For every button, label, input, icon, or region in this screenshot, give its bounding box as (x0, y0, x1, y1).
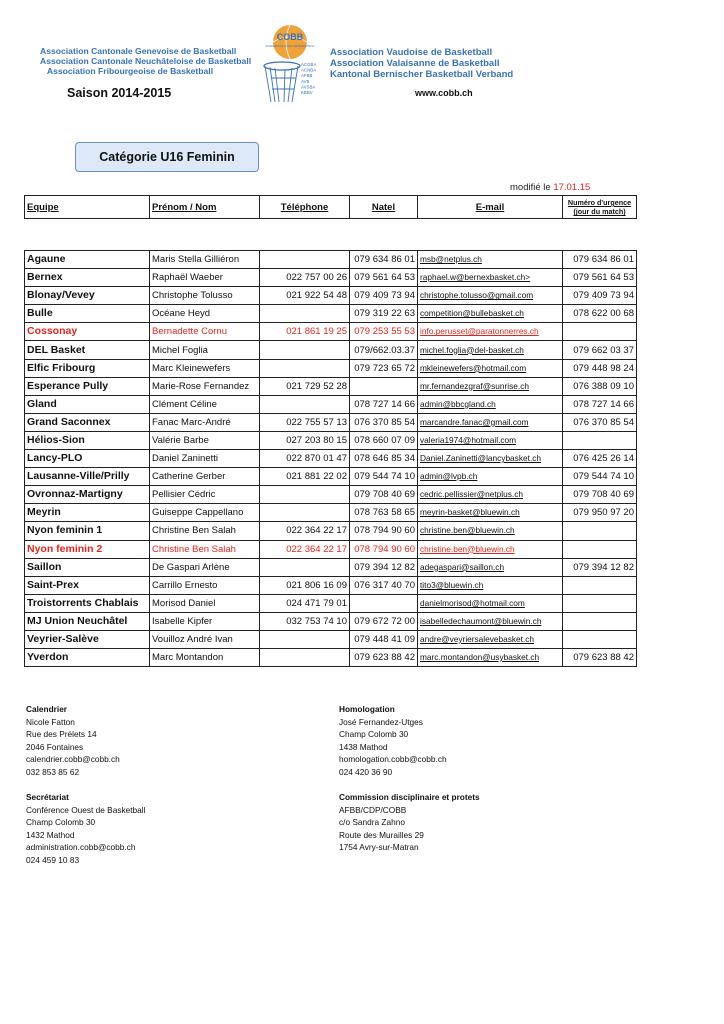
season-title: Saison 2014-2015 (67, 86, 172, 100)
team-cell: Agaune (25, 251, 150, 269)
team-cell: Esperance Pully (25, 377, 150, 395)
footer-secretariat (26, 791, 145, 867)
modified-label: modifié le (510, 182, 551, 193)
urgent-cell (563, 612, 637, 630)
urgent-cell: 079 409 73 94 (563, 287, 637, 305)
name-cell: Michel Foglia (150, 341, 260, 359)
logo-member: ACGBA (301, 62, 317, 67)
table-row (25, 413, 637, 431)
urgent-cell: 079 394 12 82 (563, 558, 637, 576)
phone-cell: 022 364 22 17 (260, 540, 350, 558)
table-row (25, 504, 637, 522)
table-row (25, 377, 637, 395)
email-cell[interactable]: meyrin-basket@bluewin.ch (418, 504, 563, 522)
urgent-cell: 076 388 09 10 (563, 377, 637, 395)
logo-text: COBB (276, 32, 304, 42)
phone-cell (260, 251, 350, 269)
urgent-cell: 079 448 98 24 (563, 359, 637, 377)
mobile-cell: 079 634 86 01 (350, 251, 418, 269)
table-row (25, 649, 637, 667)
email-cell[interactable]: mkleinewefers@hotmail.com (418, 359, 563, 377)
email-cell[interactable]: adegaspari@saillon.ch (418, 558, 563, 576)
phone-cell (260, 359, 350, 377)
team-cell: Hélios-Sion (25, 431, 150, 449)
calendrier-line: Nicole Fatton (26, 716, 75, 727)
mobile-cell: 079 394 12 82 (350, 558, 418, 576)
email-cell[interactable]: christine.ben@bluewin.ch (418, 522, 563, 540)
team-cell: Lausanne-Ville/Prilly (25, 468, 150, 486)
name-cell: Carrillo Ernesto (150, 576, 260, 594)
modified-date: 17.01.15 (553, 182, 591, 193)
commission-line: AFBB/CDP/COBB (339, 804, 407, 815)
phone-cell (260, 395, 350, 413)
urgent-cell (563, 323, 637, 341)
name-cell: Christine Ben Salah (150, 540, 260, 558)
mobile-cell: 078 794 90 60 (350, 522, 418, 540)
homologation-title: Homologation (339, 704, 395, 714)
assoc-vaud: Association Vaudoise de Basketball (330, 47, 493, 58)
name-cell: Guiseppe Cappellano (150, 504, 260, 522)
urgent-cell: 079 544 74 10 (563, 468, 637, 486)
email-cell[interactable]: admin@bbcgland.ch (418, 395, 563, 413)
urgent-cell: 078 727 14 66 (563, 395, 637, 413)
team-cell: Yverdon (25, 649, 150, 667)
calendrier-email[interactable]: calendrier.cobb@cobb.ch (26, 754, 120, 765)
email-cell[interactable]: marc.montandon@usybasket.ch (418, 649, 563, 667)
urgent-cell (563, 576, 637, 594)
name-cell: Valérie Barbe (150, 431, 260, 449)
homologation-line: 1438 Mathod (339, 741, 388, 752)
urgent-cell (563, 630, 637, 648)
name-cell: Maris Stella Gilliéron (150, 251, 260, 269)
urgent-cell: 079 950 97 20 (563, 504, 637, 522)
phone-cell (260, 558, 350, 576)
phone-cell (260, 630, 350, 648)
urgent-cell (563, 540, 637, 558)
logo-ball (273, 25, 307, 59)
phone-cell (260, 486, 350, 504)
logo-member: AVB (301, 78, 310, 84)
phone-cell (260, 649, 350, 667)
mobile-cell: 079/662.03.37 (350, 341, 418, 359)
logo-subtext: CONFÉRENCE OUEST DE BASKETBALL (265, 45, 315, 48)
teams-table (24, 250, 637, 667)
table-row (25, 540, 637, 558)
urgent-cell (563, 431, 637, 449)
column-header-row (25, 196, 637, 219)
mobile-cell: 078 727 14 66 (350, 395, 418, 413)
table-row (25, 431, 637, 449)
mobile-cell: 079 409 73 94 (350, 287, 418, 305)
urgent-cell (563, 594, 637, 612)
phone-cell: 024 471 79 01 (260, 594, 350, 612)
phone-cell (260, 341, 350, 359)
email-cell[interactable]: michel.foglia@del-basket.ch (418, 341, 563, 359)
phone-cell (260, 305, 350, 323)
mobile-cell (350, 377, 418, 395)
urgent-cell: 079 662 03 37 (563, 341, 637, 359)
table-row (25, 269, 637, 287)
assoc-neuchatel: Association Cantonale Neuchâteloise de Basketball (40, 56, 252, 66)
phone-cell: 032 753 74 10 (260, 612, 350, 630)
table-row (25, 287, 637, 305)
logo-hoop (264, 62, 300, 70)
table-row (25, 323, 637, 341)
name-cell: Raphaël Waeber (150, 269, 260, 287)
email-cell[interactable]: christine.ben@bluewin.ch (418, 540, 563, 558)
email-cell[interactable]: tito3@bluewin.ch (418, 576, 563, 594)
team-cell: DEL Basket (25, 341, 150, 359)
commission-line: Route des Murailles 29 (339, 829, 424, 840)
secretariat-line: 1432 Mathod (26, 829, 75, 840)
mobile-cell: 078 646 85 34 (350, 450, 418, 468)
footer-commission (339, 791, 480, 854)
email-cell[interactable]: raphael.w@bernexbasket.ch> (418, 269, 563, 287)
urgent-cell: 079 623 88 42 (563, 649, 637, 667)
secretariat-line: 024 459 10 83 (26, 854, 80, 865)
col-name: Prénom / Nom (150, 196, 260, 219)
commission-line: c/o Sandra Zahno (339, 817, 405, 828)
team-cell: Troistorrents Chablais (25, 594, 150, 612)
phone-cell: 022 755 57 13 (260, 413, 350, 431)
table-row (25, 341, 637, 359)
commission-line: 1754 Avry-sur-Matran (339, 842, 419, 853)
email-cell[interactable]: valeria1974@hotmail.com (418, 431, 563, 449)
assoc-geneva: Association Cantonale Genevoise de Basketball (40, 46, 237, 56)
team-cell: Meyrin (25, 504, 150, 522)
table-row (25, 305, 637, 323)
table-row (25, 594, 637, 612)
name-cell: Catherine Gerber (150, 468, 260, 486)
logo-member: AVSBA (301, 84, 316, 90)
homologation-email[interactable]: homologation.cobb@cobb.ch (339, 754, 447, 765)
calendrier-line: 2046 Fontaines (26, 741, 84, 752)
name-cell: Morisod Daniel (150, 594, 260, 612)
email-cell[interactable]: andre@veyriersalevebasket.ch (418, 630, 563, 648)
phone-cell: 022 870 01 47 (260, 450, 350, 468)
mobile-cell: 076 317 40 70 (350, 576, 418, 594)
col-email: E-mail (418, 196, 563, 219)
assoc-bern: Kantonal Bernischer Basketball Verband (330, 69, 514, 80)
urgent-cell: 079 561 64 53 (563, 269, 637, 287)
team-cell: Saint-Prex (25, 576, 150, 594)
col-urgent: Numéro d'urgence (jour du match) (563, 196, 637, 219)
logo-net (265, 66, 298, 102)
table-row (25, 486, 637, 504)
mobile-cell: 079 319 22 63 (350, 305, 418, 323)
website-link[interactable]: www.cobb.ch (415, 88, 473, 98)
logo-member-list (301, 62, 316, 95)
name-cell: De Gaspari Arlène (150, 558, 260, 576)
name-cell: Clément Céline (150, 395, 260, 413)
email-cell[interactable]: info.perusset@paratonnerres.ch (418, 323, 563, 341)
mobile-cell: 078 660 07 09 (350, 431, 418, 449)
mobile-cell: 079 253 55 53 (350, 323, 418, 341)
urgent-cell: 078 622 00 68 (563, 305, 637, 323)
commission-title: Commission disciplinaire et protets (339, 792, 480, 802)
column-header-table (24, 195, 637, 219)
team-cell: Nyon feminin 1 (25, 522, 150, 540)
name-cell: Isabelle Kipfer (150, 612, 260, 630)
team-cell: Nyon feminin 2 (25, 540, 150, 558)
phone-cell: 021 861 19 25 (260, 323, 350, 341)
email-cell[interactable]: Daniel.Zaninetti@lancybasket.ch (418, 450, 563, 468)
mobile-cell: 079 672 72 00 (350, 612, 418, 630)
team-cell: Grand Saconnex (25, 413, 150, 431)
team-cell: Bulle (25, 305, 150, 323)
mobile-cell: 079 723 65 72 (350, 359, 418, 377)
secretariat-line: Champ Colomb 30 (26, 817, 96, 828)
assoc-fribourg: Association Fribourgeoise de Basketball (46, 66, 214, 76)
mobile-cell (350, 594, 418, 612)
name-cell: Daniel Zaninetti (150, 450, 260, 468)
calendrier-line: Rue des Prélets 14 (26, 729, 97, 740)
team-cell: Ovronnaz-Martigny (25, 486, 150, 504)
name-cell: Océane Heyd (150, 305, 260, 323)
name-cell: Christophe Tolusso (150, 287, 260, 305)
team-cell: Blonay/Vevey (25, 287, 150, 305)
secretariat-email[interactable]: administration.cobb@cobb.ch (26, 842, 136, 853)
modified-note (510, 182, 590, 193)
logo-member: AFBB (301, 73, 313, 79)
name-cell: Marie-Rose Fernandez (150, 377, 260, 395)
name-cell: Vouilloz André Ivan (150, 630, 260, 648)
phone-cell: 021 806 16 09 (260, 576, 350, 594)
email-cell[interactable]: christophe.tolusso@gmail.com (418, 287, 563, 305)
table-row (25, 558, 637, 576)
urgent-cell (563, 522, 637, 540)
mobile-cell: 078 794 90 60 (350, 540, 418, 558)
name-cell: Marc Montandon (150, 649, 260, 667)
secretariat-title: Secrétariat (26, 792, 69, 802)
col-phone: Téléphone (260, 196, 350, 219)
team-cell: Cossonay (25, 323, 150, 341)
phone-cell: 027 203 80 15 (260, 431, 350, 449)
secretariat-line: Conférence Ouest de Basketball (26, 804, 146, 815)
table-row (25, 450, 637, 468)
footer-homologation (339, 703, 447, 779)
team-cell: Lancy-PLO (25, 450, 150, 468)
table-row (25, 612, 637, 630)
category-box (75, 142, 259, 172)
table-row (25, 395, 637, 413)
email-cell[interactable]: marcandre.fanac@gmail.com (418, 413, 563, 431)
phone-cell: 021 881 22 02 (260, 468, 350, 486)
urgent-cell: 079 708 40 69 (563, 486, 637, 504)
team-cell: Bernex (25, 269, 150, 287)
mobile-cell: 079 544 74 10 (350, 468, 418, 486)
mobile-cell: 079 708 40 69 (350, 486, 418, 504)
table-row (25, 359, 637, 377)
email-cell[interactable]: admin@lvpb.ch (418, 468, 563, 486)
name-cell: Christine Ben Salah (150, 522, 260, 540)
urgent-cell: 076 425 26 14 (563, 450, 637, 468)
header-left-associations (40, 46, 252, 76)
name-cell: Marc Kleinewefers (150, 359, 260, 377)
calendrier-title: Calendrier (26, 704, 68, 714)
urgent-cell: 076 370 85 54 (563, 413, 637, 431)
category-label: Catégorie U16 Feminin (99, 150, 235, 164)
footer-calendrier (26, 703, 120, 779)
name-cell: Pellisier Cédric (150, 486, 260, 504)
team-cell: Elfic Fribourg (25, 359, 150, 377)
table-row (25, 468, 637, 486)
phone-cell (260, 504, 350, 522)
team-cell: MJ Union Neuchâtel (25, 612, 150, 630)
assoc-valais: Association Valaisanne de Basketball (330, 58, 500, 69)
email-cell[interactable]: isabelledechaumont@bluewin.ch (418, 612, 563, 630)
email-cell[interactable]: msb@netplus.ch (418, 251, 563, 269)
mobile-cell: 079 623 88 42 (350, 649, 418, 667)
table-row (25, 576, 637, 594)
urgent-cell: 079 634 86 01 (563, 251, 637, 269)
phone-cell: 021 922 54 48 (260, 287, 350, 305)
table-row (25, 522, 637, 540)
email-cell[interactable]: mr.fernandezgraf@sunrise.ch (418, 377, 563, 395)
col-team: Equipe (25, 196, 150, 219)
phone-cell: 021 729 52 28 (260, 377, 350, 395)
mobile-cell: 076 370 85 54 (350, 413, 418, 431)
mobile-cell: 079 448 41 09 (350, 630, 418, 648)
name-cell: Bernadette Cornu (150, 323, 260, 341)
mobile-cell: 079 561 64 53 (350, 269, 418, 287)
homologation-line: José Fernandez-Utges (339, 716, 423, 727)
homologation-line: Champ Colomb 30 (339, 729, 409, 740)
homologation-line: 024 420 36 90 (339, 766, 393, 777)
team-cell: Saillon (25, 558, 150, 576)
name-cell: Fanac Marc-André (150, 413, 260, 431)
cobb-logo (252, 22, 332, 106)
phone-cell: 022 364 22 17 (260, 522, 350, 540)
email-cell[interactable]: competition@bullebasket.ch (418, 305, 563, 323)
logo-member: ACNBA (301, 67, 317, 73)
logo-member: KBBV (301, 90, 313, 95)
mobile-cell: 078 763 58 65 (350, 504, 418, 522)
calendrier-line: 032 853 85 62 (26, 766, 80, 777)
table-row (25, 630, 637, 648)
team-cell: Gland (25, 395, 150, 413)
email-cell[interactable]: danielmorisod@hotmail.com (418, 594, 563, 612)
col-mobile: Natel (350, 196, 418, 219)
table-row (25, 251, 637, 269)
team-cell: Veyrier-Salève (25, 630, 150, 648)
phone-cell: 022 757 00 26 (260, 269, 350, 287)
header-right-associations (330, 47, 512, 80)
email-cell[interactable]: cedric.pellissier@netplus.ch (418, 486, 563, 504)
